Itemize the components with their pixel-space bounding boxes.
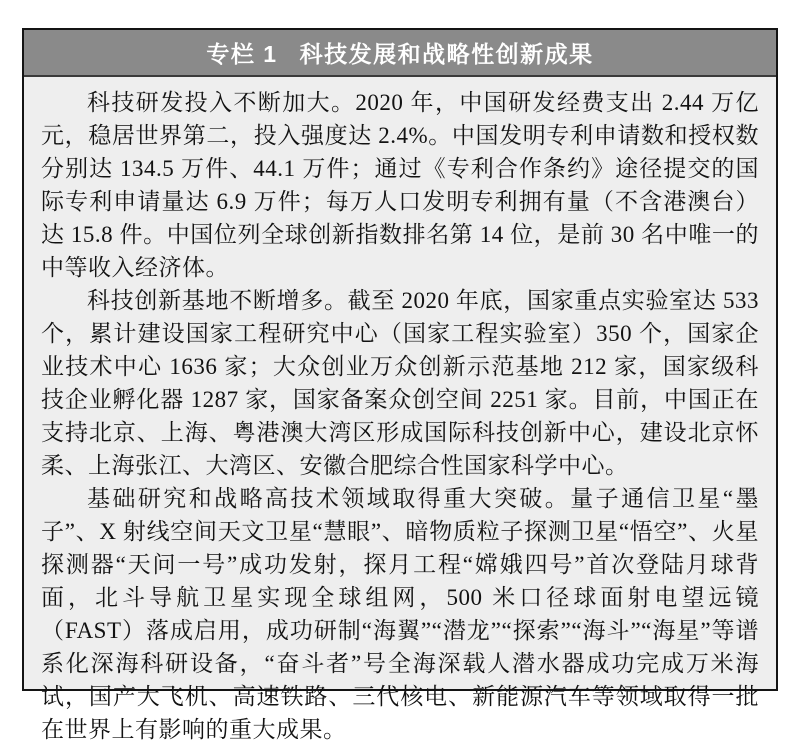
column-number-label: 专栏 1 xyxy=(206,41,278,67)
paragraph-rd-investment: 科技研发投入不断加大。2020 年，中国研发经费支出 2.44 万亿元，稳居世界第二，投入强度达 2.4%。中国发明专利申请数和授权数分别达 134.5 万件、44.1 万件；通过《专利合作条约》途径提交的国际专利申请量达 6.9 万件；每万人口发明专利拥有量（不含港澳台）达 15.8 件。中国位列全球创新指数排名第 14 位，是前 30 名中唯一的中等收入经济体。 xyxy=(41,90,759,280)
paragraph-strategic-breakthroughs: 基础研究和战略高技术领域取得重大突破。量子通信卫星“墨子”、X 射线空间天文卫星“慧眼”、暗物质粒子探测卫星“悟空”、火星探测器“天问一号”成功发射，探月工程“嫦娥四号”首次登陆月球背面，北斗导航卫星实现全球组网，500 米口径球面射电望远镜（FAST）落成启用，成功研制“海翼”“潜龙”“探索”“海斗”“海星”等谱系化深海科研设备，“奋斗者”号全海深载人潜水器成功完成万米海试，国产大飞机、高速铁路、三代核电、新能源汽车等领域取得一批在世界上有影响的重大成果。 xyxy=(41,486,759,742)
column-box xyxy=(22,28,778,742)
paragraph-innovation-bases: 科技创新基地不断增多。截至 2020 年底，国家重点实验室达 533 个，累计建设国家工程研究中心（国家工程实验室）350 个，国家企业技术中心 1636 家；大众创业万众创新示范基地 212 家，国家级科技企业孵化器 1287 家，国家备案众创空间 2251 家。目前，中国正在支持北京、上海、粤港澳大湾区形成国际科技创新中心，建设北京怀柔、上海张江、大湾区、安徽合肥综合性国家科学中心。 xyxy=(41,288,759,478)
column-box-header xyxy=(24,30,776,77)
column-title: 科技发展和战略性创新成果 xyxy=(299,41,594,67)
column-box-body xyxy=(24,77,776,746)
